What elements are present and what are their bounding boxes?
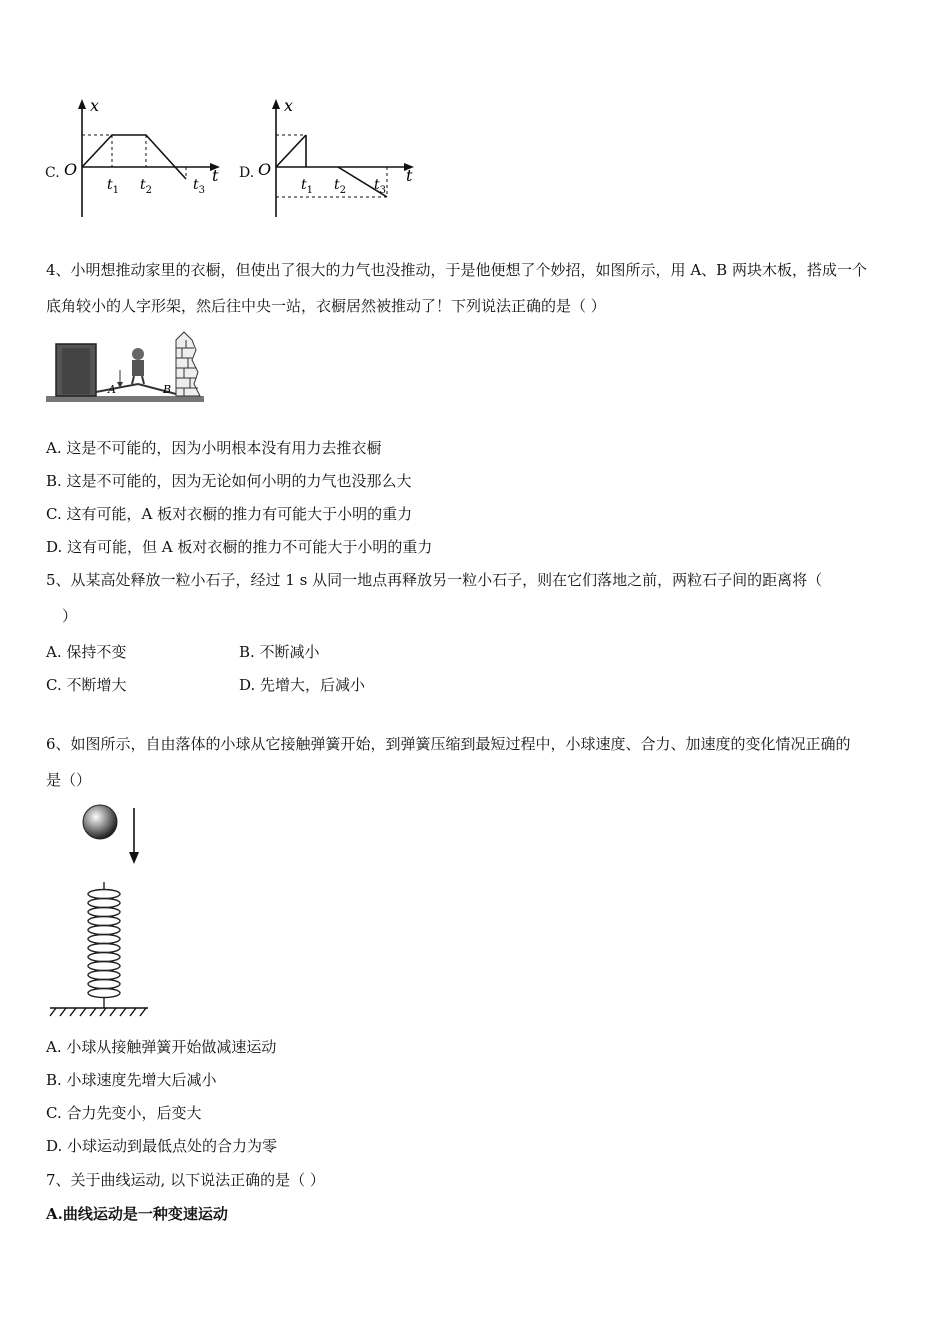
graph-d-tick-t1: $t_1$ [301, 177, 314, 196]
q6-option-c: C. 合力先变小，后变大 [46, 1104, 202, 1122]
q6-stem-line2: 是（） [46, 771, 92, 789]
q5-option-c: C. 不断增大 [46, 676, 127, 694]
graph-d-tick-t3: $t_3$ [374, 177, 387, 196]
q4-stem-line1: 4、小明想推动家里的衣橱，但使出了很大的力气也没推动，于是他便想了个妙招，如图所示，用 A、B 两块木板，搭成一个 [46, 261, 867, 279]
graph-d-x-label: t [406, 166, 413, 185]
q6-stem-line1: 6、如图所示，自由落体的小球从它接触弹簧开始，到弹簧压缩到最短过程中，小球速度、合力、加速度的变化情况正确的 [46, 735, 851, 753]
q5-option-d: D. 先增大，后减小 [239, 676, 366, 694]
q5-option-a: A. 保持不变 [46, 643, 127, 661]
q6-option-a: A. 小球从接触弹簧开始做减速运动 [46, 1038, 277, 1056]
graph-c-tick-t2: $t_2$ [140, 177, 153, 196]
graph-d-y-label: x [284, 96, 294, 115]
q4-option-b: B. 这是不可能的，因为无论如何小明的力气也没那么大 [46, 472, 412, 490]
graph-d-tick-t2: $t_2$ [334, 177, 347, 196]
q6-option-d: D. 小球运动到最低点处的合力为零 [46, 1137, 278, 1155]
q5-stem-line2: ） [62, 607, 78, 625]
graph-c-tick-t1: $t_1$ [107, 177, 120, 196]
graph-c-y-label: x [90, 96, 100, 115]
graph-d [254, 95, 424, 225]
graph-c-origin: O [64, 160, 78, 179]
ball [83, 805, 117, 839]
ground [50, 1008, 148, 1016]
q6-figure [46, 800, 156, 1020]
q6-option-b: B. 小球速度先增大后减小 [46, 1071, 217, 1089]
q4-figure [46, 330, 206, 405]
graph-c-tick-t3: $t_3$ [193, 177, 206, 196]
graph-c-x-label: t [212, 166, 219, 185]
q4-option-c: C. 这有可能，A 板对衣橱的推力有可能大于小明的重力 [46, 505, 413, 523]
graph-d-label: D. [239, 165, 255, 181]
q4-stem-line2: 底角较小的人字形架，然后往中央一站，衣橱居然被推动了！下列说法正确的是（ ） [46, 297, 606, 315]
q4-figure-label-a: A [108, 383, 116, 396]
q4-option-a: A. 这是不可能的，因为小明根本没有用力去推衣橱 [46, 439, 382, 457]
q7-option-a: A.曲线运动是一种变速运动 [46, 1205, 228, 1223]
spring [88, 882, 120, 1008]
graph-d-origin: O [258, 160, 272, 179]
q5-stem-line1: 5、从某高处释放一粒小石子，经过 1 s 从同一地点再释放另一粒小石子，则在它们落地之前，两粒石子间的距离将（ [46, 571, 823, 589]
graph-c [60, 95, 230, 225]
graph-c-label: C. [45, 165, 60, 181]
q5-option-b: B. 不断减小 [239, 643, 320, 661]
q4-option-d: D. 这有可能，但 A 板对衣橱的推力不可能大于小明的重力 [46, 538, 433, 556]
q4-figure-label-b: B [163, 383, 172, 396]
q7-stem-line1: 7、关于曲线运动, 以下说法正确的是（ ） [46, 1171, 325, 1189]
